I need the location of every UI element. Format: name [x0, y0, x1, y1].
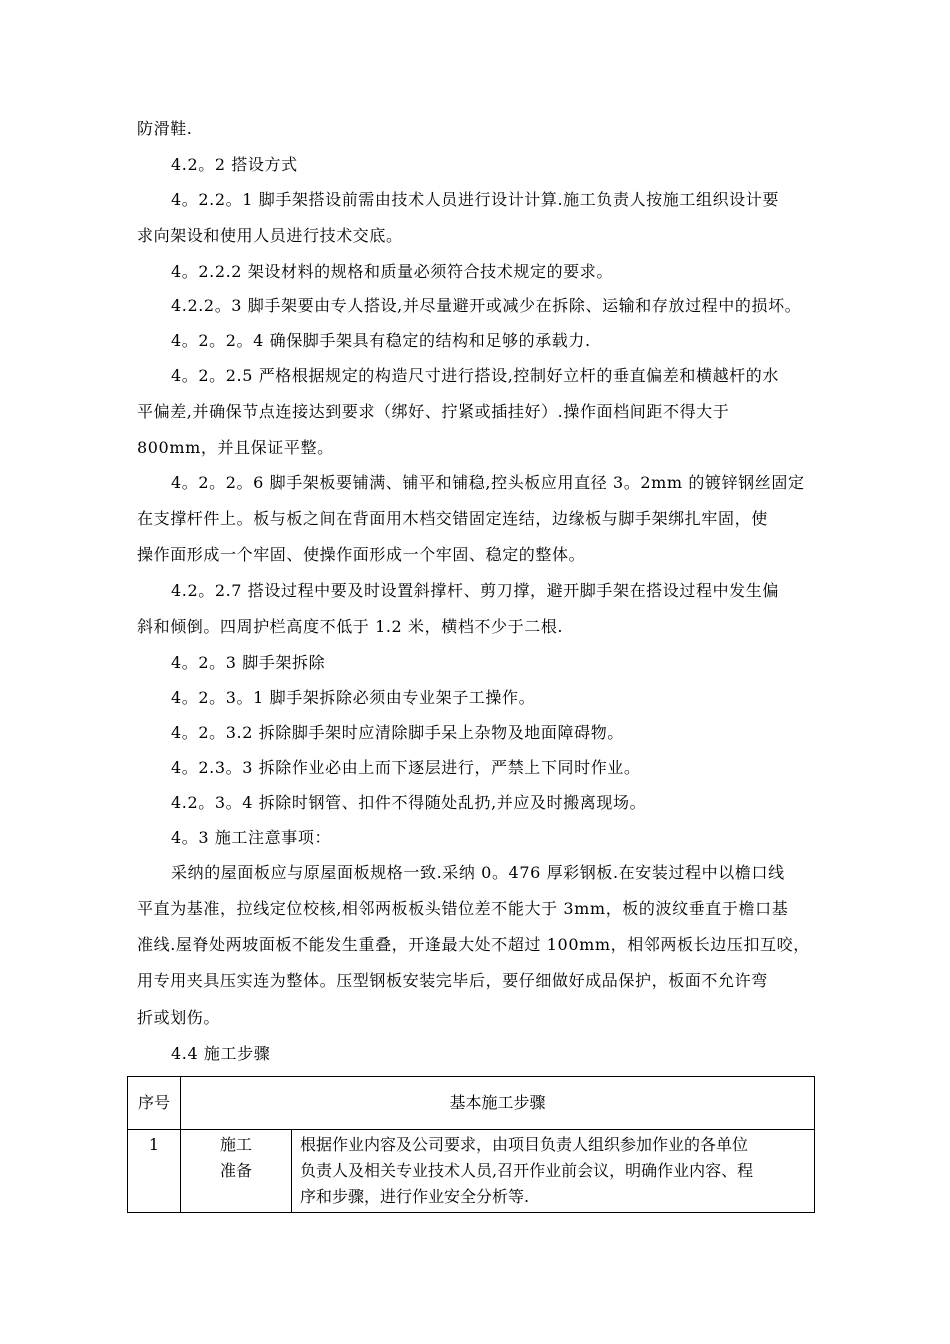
step-name-line: 准备 — [219, 1161, 252, 1180]
paragraph-line: 4。2.2.2 架设材料的规格和质量必须符合技术规定的要求。 — [171, 262, 613, 281]
step-description-line: 负责人及相关专业技术人员,召开作业前会议，明确作业内容、程 — [300, 1161, 754, 1180]
paragraph-line: 求向架设和使用人员进行技术交底。 — [137, 226, 403, 245]
paragraph-line: 防滑鞋. — [137, 119, 193, 138]
paragraph-line: 4。2。3。1 脚手架拆除必须由专业架子工操作。 — [171, 688, 536, 707]
paragraph-line: 4。2。3.2 拆除脚手架时应清除脚手呆上杂物及地面障碍物。 — [171, 723, 624, 742]
paragraph-line: 在支撑杆件上。板与板之间在背面用木档交错固定连结，边缘板与脚手架绑扎牢固，使 — [137, 509, 768, 528]
section-heading: 4。2。3 脚手架拆除 — [171, 653, 326, 672]
header-steps-cell: 基本施工步骤 — [181, 1077, 815, 1130]
step-description-line: 根据作业内容及公司要求，由项目负责人组织参加作业的各单位 — [300, 1135, 749, 1154]
paragraph-line: 4.2。3。4 拆除时钢管、扣件不得随处乱扔,并应及时搬离现场。 — [171, 793, 647, 812]
paragraph-line: 斜和倾倒。四周护栏高度不低于 1.2 米，横档不少于二根. — [137, 617, 564, 636]
step-name-line: 施工 — [219, 1135, 252, 1154]
step-name-cell — [181, 1130, 292, 1213]
step-description-line: 序和步骤，进行作业安全分析等. — [300, 1187, 530, 1206]
paragraph-line: 4.2。2.7 搭设过程中要及时设置斜撑杆、剪刀撑，避开脚手架在搭设过程中发生偏 — [171, 581, 779, 600]
section-heading: 4。3 施工注意事项： — [171, 828, 332, 847]
paragraph-line: 4。2.3。3 拆除作业必由上而下逐层进行，严禁上下同时作业。 — [171, 758, 641, 777]
paragraph-line: 4。2.2。1 脚手架搭设前需由技术人员进行设计计算.施工负责人按施工组织设计要 — [171, 190, 779, 209]
section-heading: 4.2。2 搭设方式 — [171, 155, 298, 174]
paragraph-line: 采纳的屋面板应与原屋面板规格一致.采纳 0。476 厚彩钢板.在安装过程中以檐口线 — [171, 863, 785, 882]
step-description-cell — [292, 1130, 815, 1213]
paragraph-line: 折或划伤。 — [137, 1008, 221, 1027]
paragraph-line: 4.2.2。3 脚手架要由专人搭设,并尽量避开或减少在拆除、运输和存放过程中的损坏。 — [171, 296, 802, 315]
paragraph-line: 用专用夹具压实连为整体。压型钢板安装完毕后，要仔细做好成品保护，板面不允许弯 — [137, 971, 768, 990]
paragraph-line: 4。2。2。6 脚手架板要铺满、铺平和铺稳,控头板应用直径 3。2mm 的镀锌钢丝固定 — [171, 473, 805, 492]
paragraph-line: 4。2。2。4 确保脚手架具有稳定的结构和足够的承载力. — [171, 331, 591, 350]
header-seq-cell: 序号 — [128, 1077, 181, 1130]
paragraph-line: 800mm，并且保证平整。 — [137, 438, 334, 457]
paragraph-line: 4。2。2.5 严格根据规定的构造尺寸进行搭设,控制好立杆的垂直偏差和横越杆的水 — [171, 366, 779, 385]
section-heading: 4.4 施工步骤 — [171, 1044, 271, 1063]
row-number-cell: 1 — [128, 1130, 181, 1213]
paragraph-line: 操作面形成一个牢固、使操作面形成一个牢固、稳定的整体。 — [137, 545, 586, 564]
construction-steps-table — [127, 1076, 815, 1213]
paragraph-line: 平偏差,并确保节点连接达到要求（绑好、拧紧或插挂好）.操作面档间距不得大于 — [137, 402, 730, 421]
paragraph-line: 平直为基准，拉线定位校核,相邻两板板头错位差不能大于 3mm，板的波纹垂直于檐口基 — [137, 899, 789, 918]
paragraph-line: 准线.屋脊处两坡面板不能发生重叠，开逢最大处不超过 100mm，相邻两板长边压扣互咬， — [137, 935, 810, 954]
table-header-row — [128, 1077, 815, 1130]
table-row — [128, 1130, 815, 1213]
